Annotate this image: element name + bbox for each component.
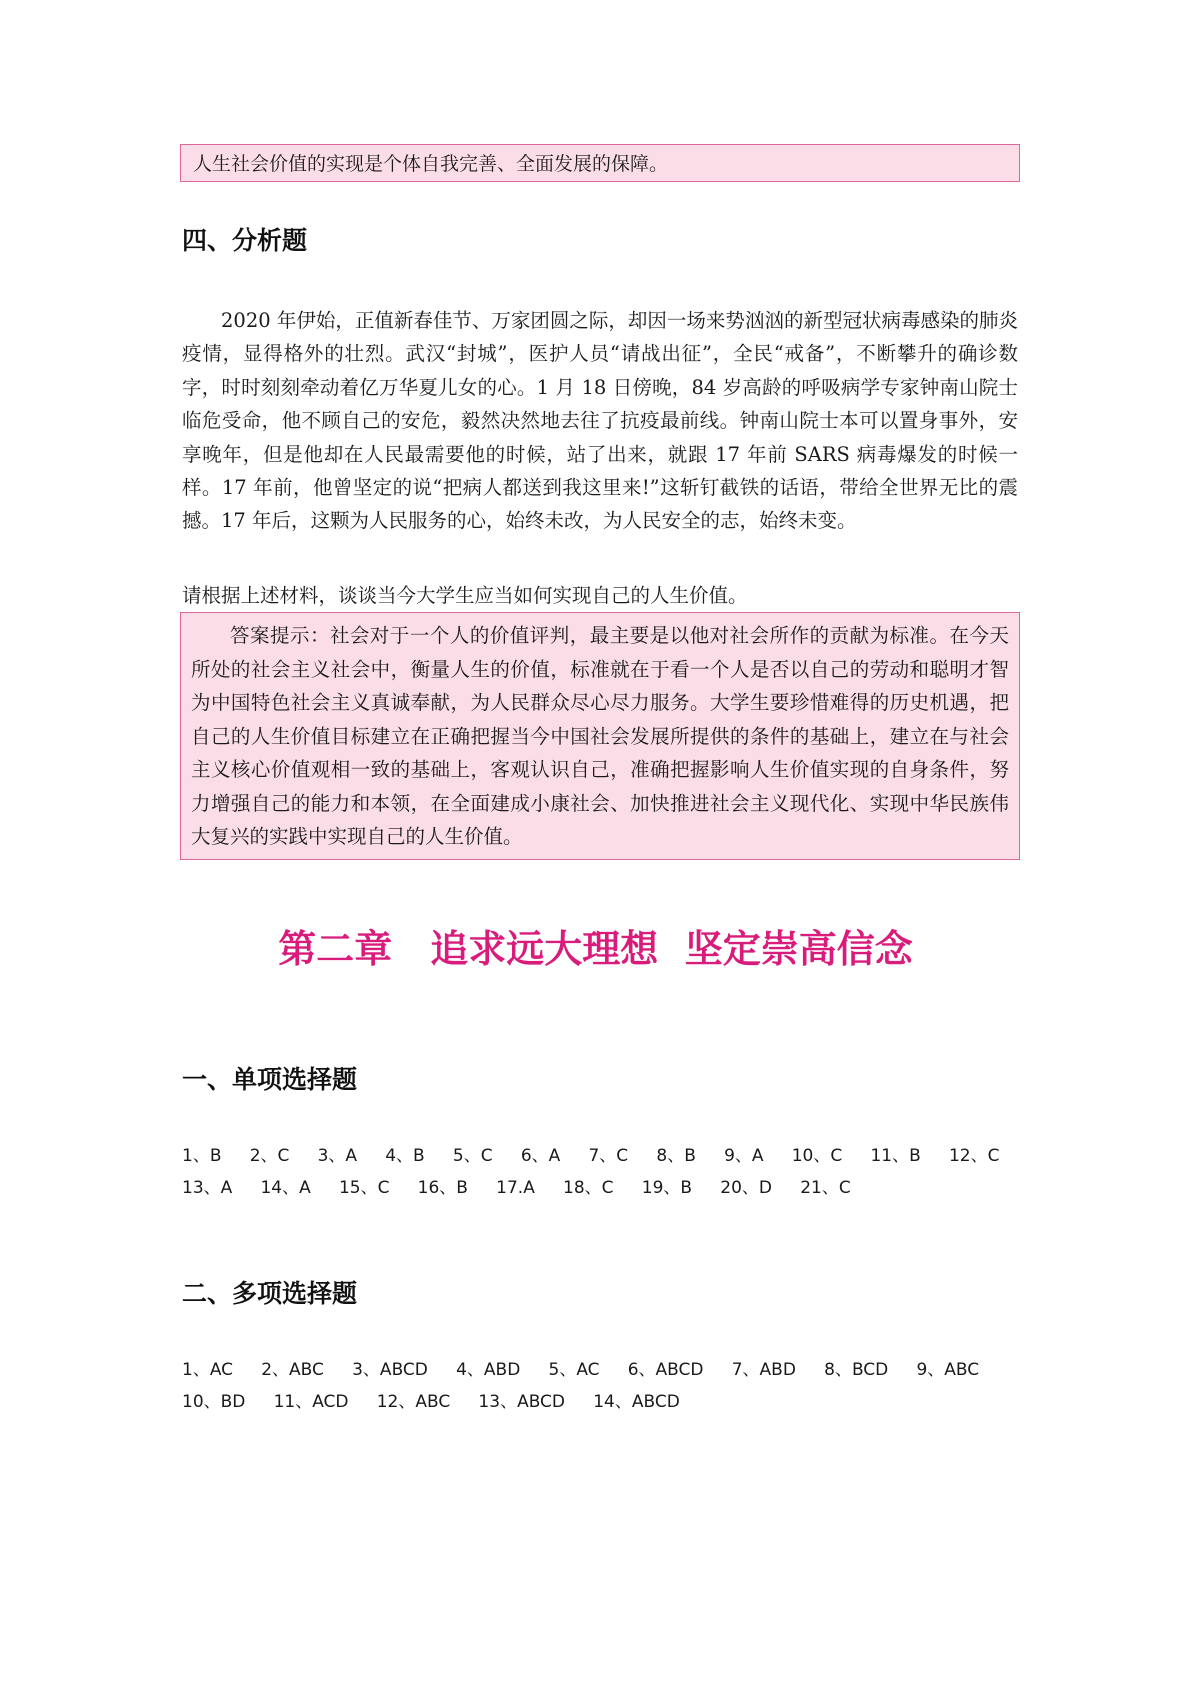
section-heading-multi-choice: 二、多项选择题: [182, 1279, 358, 1308]
answer-hint-box: [180, 612, 1020, 860]
chapter-title: 第二章 追求远大理想 坚定崇高信念: [278, 927, 913, 971]
multi-choice-answers: 1、AC 2、ABC 3、ABCD 4、ABD 5、AC 6、ABCD 7、ABD 8、BCD 9、ABC 10、BD 11、ACD 12、ABC 13、ABCD 14、ABCD: [182, 1360, 1008, 1412]
single-choice-answers: 1、B 2、C 3、A 4、B 5、C 6、A 7、C 8、B 9、A 10、C 11、B 12、C 13、A 14、A 15、C 16、B 17.A 18、C 19、B 20、D 21、C: [182, 1146, 1028, 1198]
analysis-material: [182, 304, 1018, 538]
answer-box-top: [180, 144, 1020, 182]
answer-box-top-text: 人生社会价值的实现是个体自我完善、全面发展的保障。: [193, 153, 669, 175]
section-heading-analysis: 四、分析题: [182, 226, 308, 255]
analysis-material-text: 2020 年伊始，正值新春佳节、万家团圆之际，却因一场来势汹汹的新型冠状病毒感染的肺炎疫情，显得格外的壮烈。武汉“封城”，医护人员“请战出征”，全民“戒备”，不断攀升的确诊数字，时时刻刻牵动着亿万华夏儿女的心。1 月 18 日傍晚，84 岁高龄的呼吸病学专家钟南山院士临危受命，他不顾自己的安危，毅然决然地去往了抗疫最前线。钟南山院士本可以置身事外，安享晚年，但是他却在人民最需要他的时候，站了出来，就跟 17 年前 SARS 病毒爆发的时候一样。17 年前，他曾坚定的说“把病人都送到我这里来!”这斩钉截铁的话语，带给全世界无比的震撼。17 年后，这颗为人民服务的心，始终未改，为人民安全的志，始终未变。: [182, 309, 1018, 533]
section-heading-single-choice: 一、单项选择题: [182, 1065, 358, 1094]
answer-hint-text: 答案提示：社会对于一个人的价值评判，最主要是以他对社会所作的贡献为标准。在今天所处的社会主义社会中，衡量人生的价值，标准就在于看一个人是否以自己的劳动和聪明才智为中国特色社会主义真诚奉献，为人民群众尽心尽力服务。大学生要珍惜难得的历史机遇，把自己的人生价值目标建立在正确把握当今中国社会发展所提供的条件的基础上，建立在与社会主义核心价值观相一致的基础上，客观认识自己，准确把握影响人生价值实现的自身条件，努力增强自己的能力和本领，在全面建成小康社会、加快推进社会主义现代化、实现中华民族伟大复兴的实践中实现自己的人生价值。: [191, 624, 1009, 848]
analysis-question: 请根据上述材料，谈谈当今大学生应当如何实现自己的人生价值。: [182, 584, 748, 607]
